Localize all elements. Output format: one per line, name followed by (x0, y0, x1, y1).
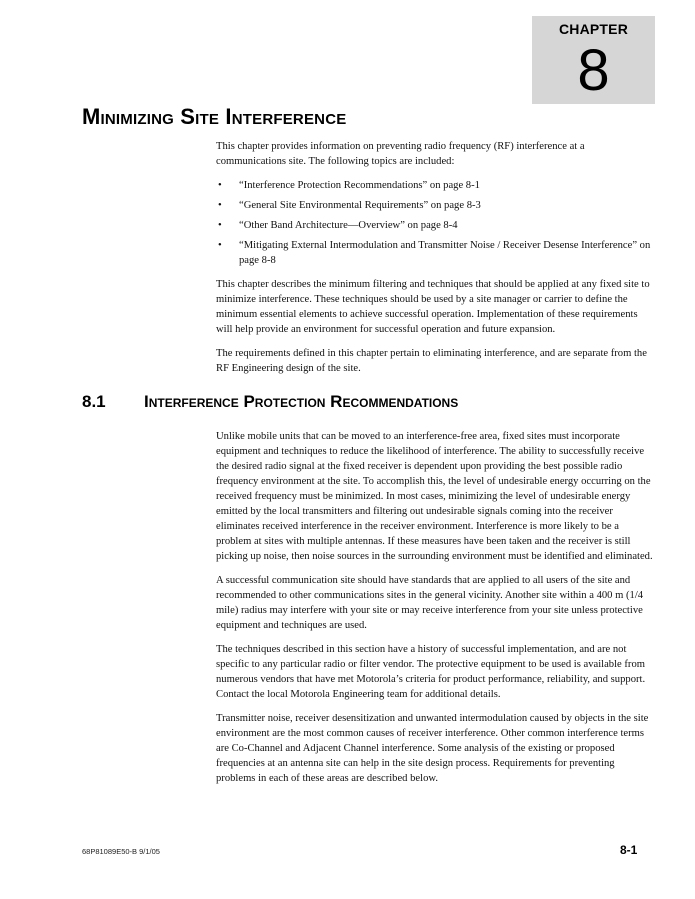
topic-text: “Mitigating External Intermodulation and Transmitter Noise / Receiver Desense Interference” on page 8-8 (239, 240, 651, 266)
chapter-box (532, 16, 655, 104)
section-paragraph: Transmitter noise, receiver desensitization and unwanted intermodulation caused by objects in the site environment are the most common causes of receiver interference. Other common interference terms are Co-Channel and Adjacent Channel interference. Some analysis of the existing or proposed frequencies at an antenna site can help in the site design process. Requirements for preventing problems in each of these areas are described below. (216, 713, 649, 784)
section-paragraph: A successful communication site should have standards that are applied to all users of the site and recommended to other communications sites in the general vicinity. Another site within a 400 m (1/4 mile) radius may interfere with your site or may receive interference from your site unless protective equipment and techniques are used. (216, 575, 644, 631)
chapter-label: CHAPTER (558, 21, 629, 37)
bullet-icon: • (218, 220, 222, 231)
topic-item[interactable] (216, 198, 656, 213)
section-paragraph: Unlike mobile units that can be moved to an interference-free area, fixed sites must incorporate equipment and techniques to reduce the likelihood of interference. The ability to successfully receive the desired radio signal at the fixed receiver is dependent upon providing the best possible radio frequency environment at the site. To accomplish this, the level of undesirable energy occurring on the received frequency must be minimized. In most cases, minimizing the level of undesirable energy emitted by the local transmitters and filtering out undesirable signals coming into the receiver eliminates received interference in the receiver environment. Interference is more likely to be a problem at sites with multiple antennas. If these measures have been taken and the receiver is still picking up noise, then noise sources in the surrounding environment must be identified and eliminated. (216, 431, 653, 562)
topic-text: “General Site Environmental Requirements” on page 8-3 (239, 200, 481, 211)
footer-page-number: 8-1 (620, 843, 638, 857)
bullet-icon: • (218, 200, 222, 211)
topic-list (216, 178, 656, 268)
section-body (216, 429, 656, 795)
chapter-number: 8 (577, 38, 610, 103)
bullet-icon: • (218, 240, 222, 251)
intro-lead: This chapter provides information on preventing radio frequency (RF) interference at a communications site. The following topics are included: (216, 141, 585, 167)
topic-item[interactable] (216, 218, 656, 233)
topic-text: “Other Band Architecture—Overview” on page 8-4 (239, 220, 458, 231)
intro-paragraph: The requirements defined in this chapter pertain to eliminating interference, and are separate from the RF Engineering design of the site. (216, 348, 647, 374)
topic-item[interactable] (216, 178, 656, 193)
intro-section (216, 139, 656, 385)
footer-doc-id: 68P81089E50-B 9/1/05 (82, 847, 160, 856)
section-heading (82, 392, 662, 412)
topic-text: “Interference Protection Recommendations” on page 8-1 (239, 180, 480, 191)
chapter-title: Minimizing Site Interference (82, 104, 347, 129)
section-title: Interference Protection Recommendations (144, 392, 459, 411)
topic-item[interactable] (216, 238, 656, 268)
section-paragraph: The techniques described in this section have a history of successful implementation, and are not specific to any particular radio or filter vendor. The protective equipment to be used is available from numerous vendors that have met Motorola’s criteria for product performance, reliability, and support. Contact the local Motorola Engineering team for additional details. (216, 644, 646, 700)
intro-paragraph: This chapter describes the minimum filtering and techniques that should be applied at any fixed site to minimize interference. These techniques should be used by a site manager or carrier to define the minimum essential elements to achieve successful operation. Implementation of these requirements will help provide an environment for successful operation and future expansion. (216, 279, 650, 335)
section-number: 8.1 (82, 392, 106, 411)
bullet-icon: • (218, 180, 222, 191)
